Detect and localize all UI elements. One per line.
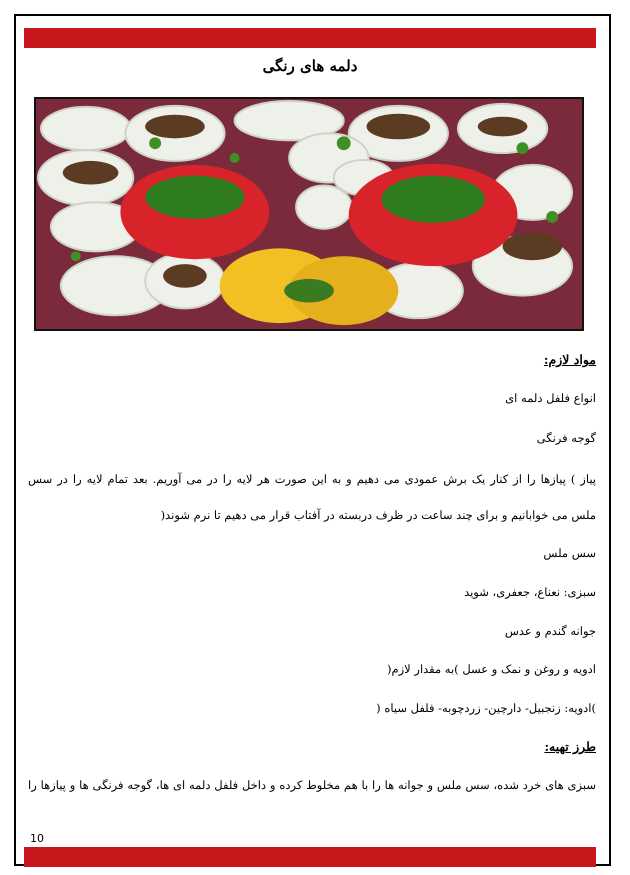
ingredient-line: سبزی: نعناع، جعفری، شوید [464, 585, 596, 599]
ingredient-line: )ادویه: زنجبیل- دارچین- زردچوبه- فلفل سیاه ( [376, 701, 596, 715]
recipe-photo [34, 97, 584, 331]
footer-bar [24, 847, 596, 867]
ingredient-line: پیاز ) پیازها را از کنار یک برش عمودی می دهیم و به این صورت هر لایه را در می آوریم. بعد تمام لایه را در سس [28, 472, 596, 486]
ingredient-line: سس ملس [543, 546, 596, 560]
ingredients-heading: مواد لازم: [543, 352, 596, 367]
ingredient-line: ادویه و روغن و نمک و عسل )به مقدار لازم( [387, 662, 596, 676]
page-title: دلمه های رنگی [262, 57, 358, 75]
page-number: 10 [30, 832, 44, 845]
method-line: سبزی های خرد شده، سس ملس و جوانه ها را با هم مخلوط کرده و داخل فلفل دلمه ای ها، گوجه فرنگی ها و پیازها را [28, 778, 596, 792]
ingredient-line: ملس می خوابانیم و برای چند ساعت در ظرف دربسته در آفتاب قرار می دهیم تا نرم شوند( [160, 508, 596, 522]
method-heading: طرز تهیه: [544, 739, 596, 754]
header-bar [24, 28, 596, 48]
ingredient-line: گوجه فرنگی [536, 431, 596, 445]
ingredient-line: جوانه گندم و عدس [504, 624, 596, 638]
stuffed-vegetables-photo-icon [36, 99, 582, 329]
ingredient-line: انواع فلفل دلمه ای [505, 391, 596, 405]
